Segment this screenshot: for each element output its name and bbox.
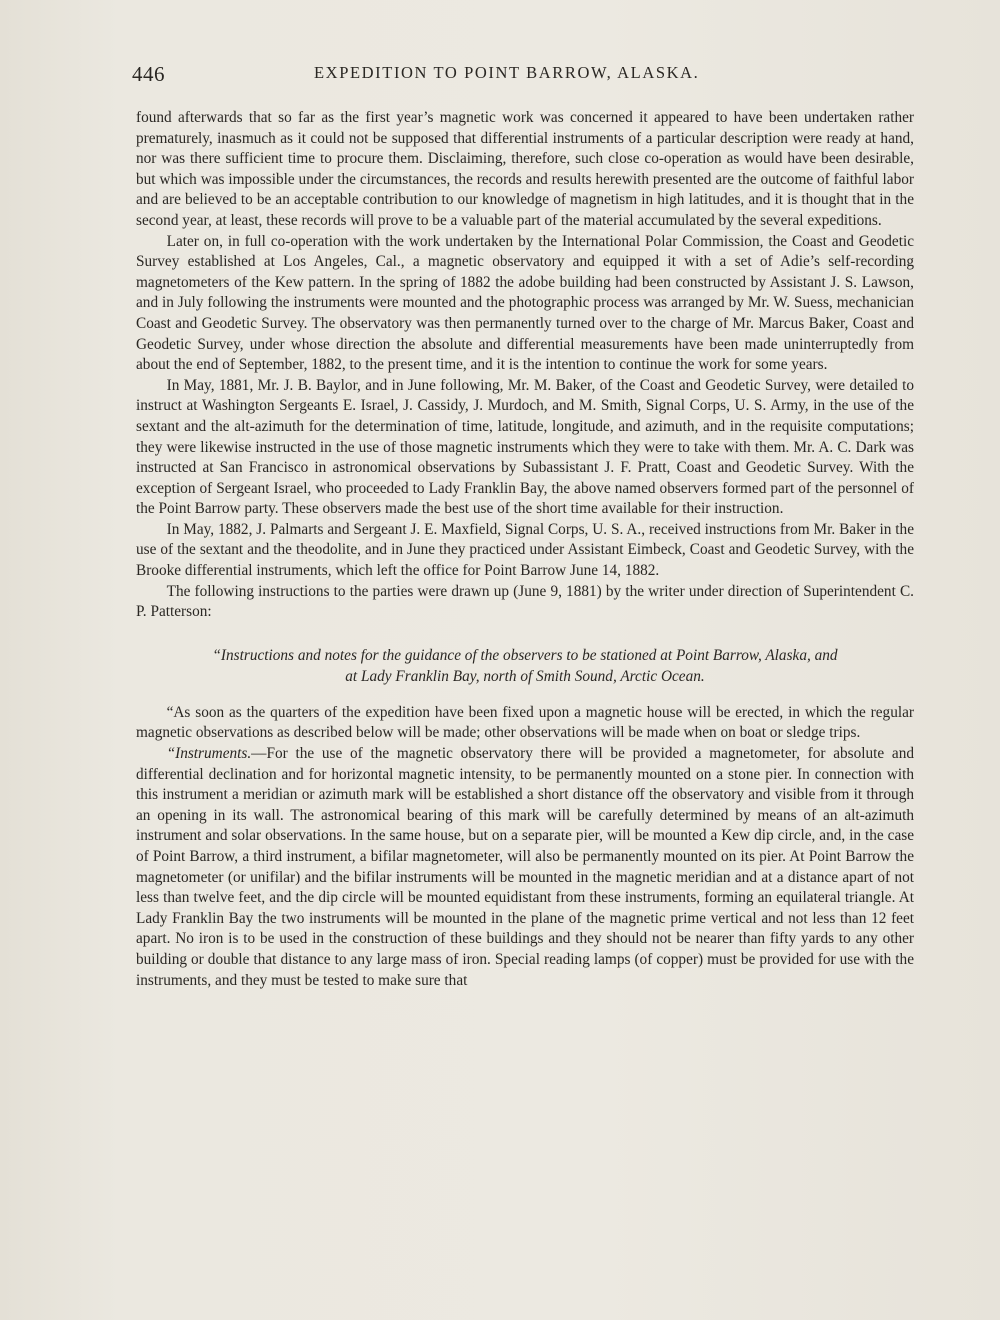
paragraph-text: —For the use of the magnetic observatory there will be provided a magnetometer, for absolute and differential declination and for horizontal magnetic intensity, to be permanently mounted on a stone pier. In connection with this instrument a meridian or azimuth mark will be established a short distance off the observatory and visible from it through an opening in its wall. The astronomical bearing of this mark will be carefully determined by means of an alt-azimuth instrument and solar observations. In the same house, but on a separate pier, will be mounted a Kew dip circle, and, in the case of Point Barrow, a third instrument, a bifilar magnetometer, will also be permanently mounted on its pier. At Point Barrow the magnetometer (or unifilar) and the bifilar instruments will be mounted in the magnetic meridian and at a distance apart of not less than twelve feet, and the dip circle will be mounted equidistant from these instruments, forming an equilateral triangle. At Lady Franklin Bay the two instruments will be mounted in the plane of the magnetic prime vertical and not less than 12 feet apart. No iron is to be used in the construction of these buildings and they should not be nearer than fifty yards to any other building or double that distance to any large mass of iron. Special reading lamps (of copper) must be provided for use with the instruments, and they must be tested to make sure that [136, 745, 914, 989]
instructions-title [136, 645, 914, 687]
paragraph: Later on, in full co-operation with the work undertaken by the International Polar Commission, the Coast and Geodetic Survey established at Los Angeles, Cal., a magnetic observatory and equipped it with a set of Adie’s self-recording magnetometers of the Kew pattern. In the spring of 1882 the adobe building had been constructed by Assistant J. S. Lawson, and in July following the instruments were mounted and the photographic process was arranged by Mr. W. Suess, mechanician Coast and Geodetic Survey. The observatory was then permanently turned over to the charge of Mr. Marcus Baker, Coast and Geodetic Survey, under whose direction the absolute and differential measurements have been made uninterruptedly from about the end of September, 1882, to the present time, and it is the intention to continue the work for some years. [136, 232, 914, 374]
running-title: EXPEDITION TO POINT BARROW, ALASKA. [314, 63, 700, 82]
paragraph: In May, 1882, J. Palmarts and Sergeant J. E. Maxfield, Signal Corps, U. S. A., received instructions from Mr. Baker in the use of the sextant and the theodolite, and in June they practiced under Assistant Eimbeck, Coast and Geodetic Survey, with the Brooke differential instruments, which left the office for Point Barrow June 14, 1882. [136, 520, 914, 580]
paragraph: “As soon as the quarters of the expedition have been fixed upon a magnetic house will be erected, in which the regular magnetic observations as described below will be made; other observations will be made when on boat or sledge trips. [136, 703, 914, 742]
paragraph: In May, 1881, Mr. J. B. Baylor, and in June following, Mr. M. Baker, of the Coast and Geodetic Survey, were detailed to instruct at Washington Sergeants E. Israel, J. Cassidy, J. Murdoch, and M. Smith, Signal Corps, U. S. Army, in the use of the sextant and the alt-azimuth for the determination of time, latitude, longitude, and azimuth, and in the requisite computations; they were likewise instructed in the use of those magnetic instruments which they were to take with them. Mr. A. C. Dark was instructed at San Francisco in astronomical observations by Subassistant J. F. Pratt, Coast and Geodetic Survey. With the exception of Sergeant Israel, who proceeded to Lady Franklin Bay, the above named observers formed part of the personnel of the Point Barrow party. These observers made the best use of the short time available for their instruction. [136, 376, 914, 518]
paragraph: The following instructions to the parties were drawn up (June 9, 1881) by the writer under direction of Superintendent C. P. Patterson: [136, 582, 914, 621]
page-number: 446 [132, 62, 165, 86]
paragraph [136, 744, 914, 991]
body-text [136, 108, 914, 991]
instructions-title-line: at Lady Franklin Bay, north of Smith Sound, Arctic Ocean. [345, 667, 705, 685]
instructions-title-line: “Instructions and notes for the guidance of the observers to be stationed at Point Barrow, Alaska, and [212, 646, 838, 664]
paragraph: found afterwards that so far as the first year’s magnetic work was concerned it appeared to have been undertaken rather prematurely, inasmuch as it could not be supposed that differential instruments of a particular description were ready at hand, nor was there sufficient time to procure them. Disclaiming, therefore, such close co-operation as would have been desirable, but which was impossible under the circumstances, the records and results herewith presented are the outcome of faithful labor and are believed to be an acceptable contribution to our knowledge of magnetism in high latitudes, and it is thought that in the second year, at least, these records will prove to be a valuable part of the material accumulated by the several expeditions. [136, 109, 914, 229]
section-term: “Instruments. [166, 745, 252, 763]
page-header [132, 62, 914, 88]
